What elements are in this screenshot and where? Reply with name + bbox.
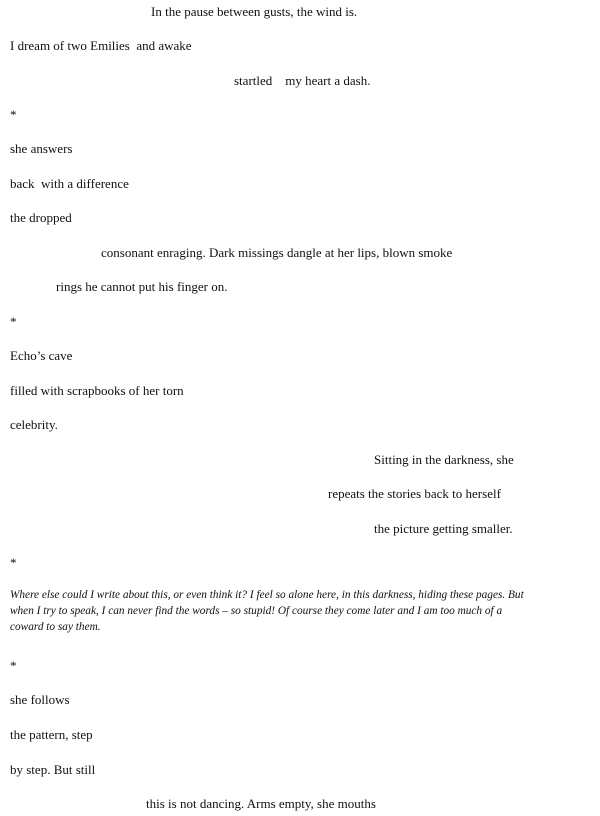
- poem-line-2: I dream of two Emilies and awake: [10, 38, 192, 53]
- poem-line-16: the pattern, step: [10, 727, 93, 742]
- poem-line-11: celebrity.: [10, 417, 58, 432]
- section-break-3: *: [10, 555, 17, 570]
- poem-line-18: this is not dancing. Arms empty, she mouths: [146, 796, 376, 811]
- poem-line-5: back with a difference: [10, 176, 129, 191]
- poem-line-1: In the pause between gusts, the wind is.: [151, 4, 358, 19]
- poem-line-3: startled my heart a dash.: [234, 73, 371, 88]
- poem-line-9: Echo’s cave: [10, 348, 73, 363]
- section-break-1: *: [10, 107, 17, 122]
- poem-line-12: Sitting in the darkness, she: [374, 452, 514, 467]
- italic-prose-passage: Where else could I write about this, or even think it? I feel so alone here, in this darkness, hiding these pages. But when I try to speak, I can never find the words – so stupid! Of course they come later and I am too much of a coward to say them.: [10, 589, 524, 633]
- poem-line-14: the picture getting smaller.: [374, 521, 513, 536]
- section-break-4: *: [10, 658, 17, 673]
- poem-line-4: she answers: [10, 141, 73, 156]
- poem-line-7: consonant enraging. Dark missings dangle at her lips, blown smoke: [101, 245, 453, 260]
- poem-line-15: she follows: [10, 692, 70, 707]
- poem-line-6: the dropped: [10, 210, 72, 225]
- poem-line-13: repeats the stories back to herself: [328, 486, 501, 501]
- section-break-2: *: [10, 314, 17, 329]
- poem-line-10: filled with scrapbooks of her torn: [10, 383, 184, 398]
- poem-line-17: by step. But still: [10, 762, 96, 777]
- poem-line-8: rings he cannot put his finger on.: [56, 279, 228, 294]
